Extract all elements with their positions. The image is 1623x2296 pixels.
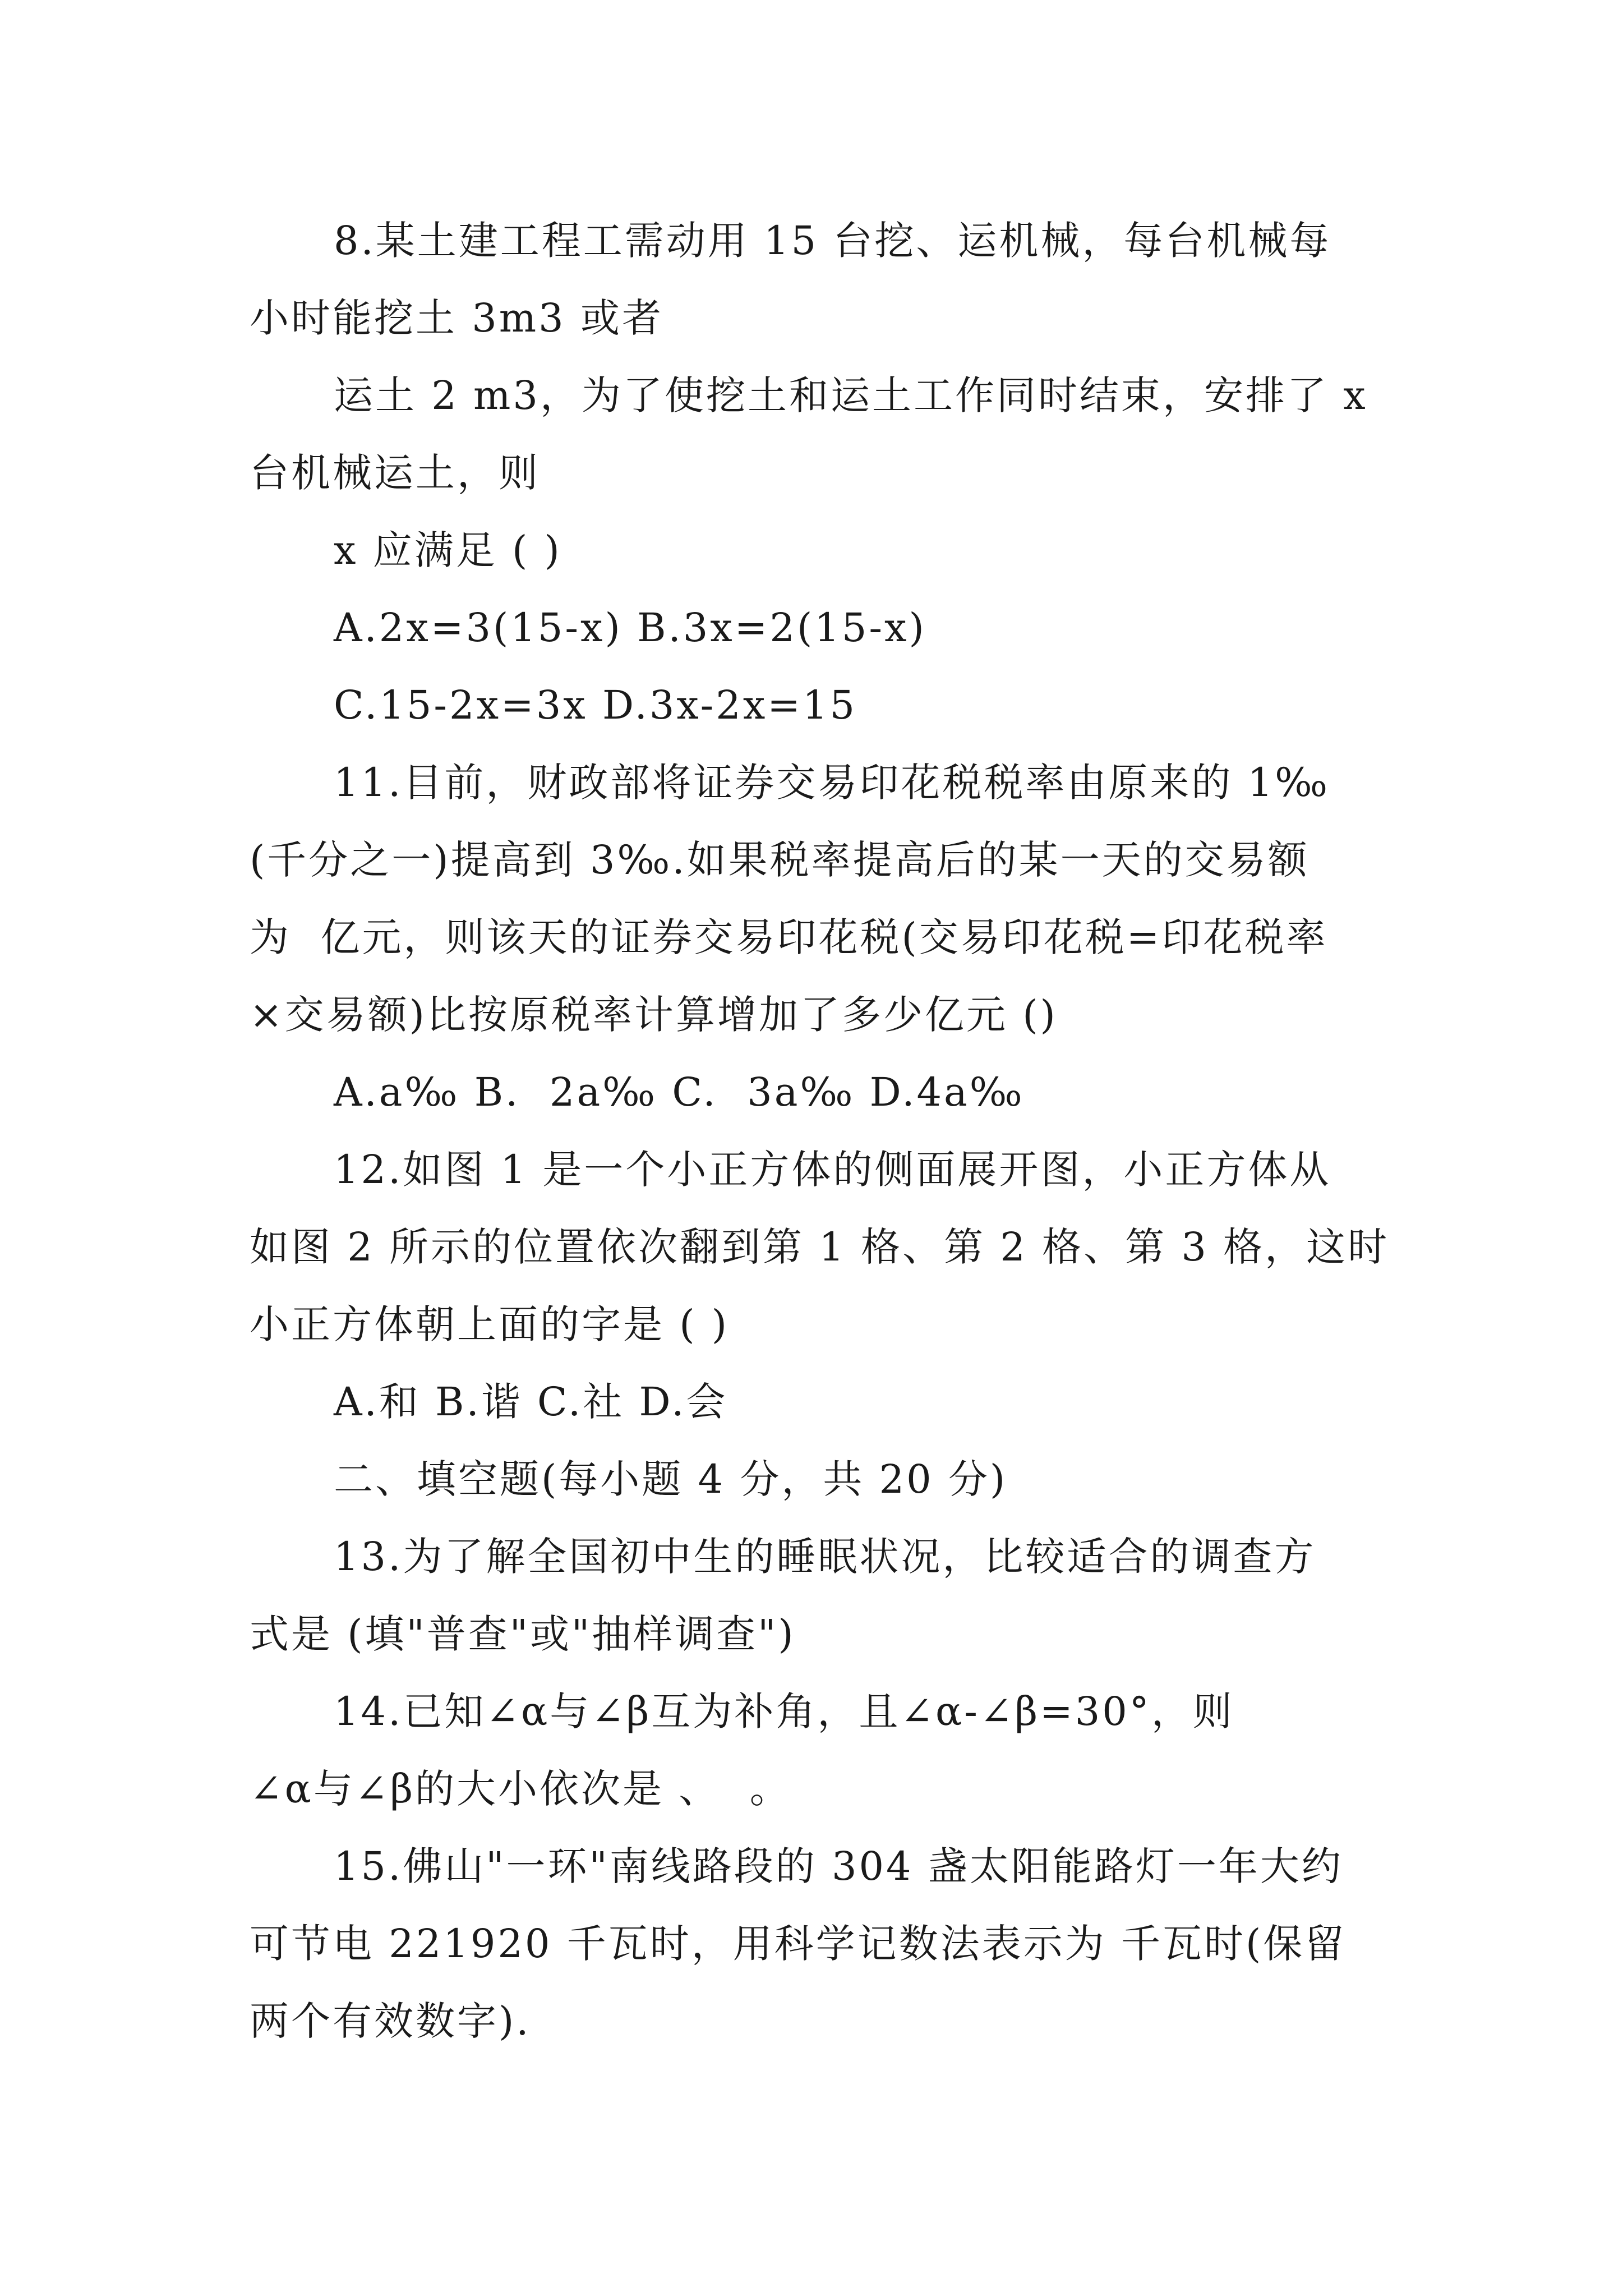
text-line: 12.如图 1 是一个小正方体的侧面展开图，小正方体从 [334,1147,1331,1193]
text-line: 小正方体朝上面的字是 ( ) [250,1301,730,1347]
answer-options: C.15-2x=3x D.3x-2x=15 [334,682,857,728]
answer-options: A.a‰ B. 2a‰ C. 3a‰ D.4a‰ [334,1069,1025,1115]
text-line: (千分之一)提高到 3‰.如果税率提高后的某一天的交易额 [250,837,1310,883]
text-line: x 应满足 ( ) [334,527,562,573]
text-line: 13.为了解全国初中生的睡眠状况，比较适合的调查方 [334,1534,1316,1580]
text-line: 台机械运土，则 [250,450,540,496]
text-line: 式是 (填"普查"或"抽样调查") [250,1611,796,1657]
text-line: 为 亿元，则该天的证券交易印花税(交易印花税=印花税率 [250,914,1328,960]
answer-options: A.和 B.谐 C.社 D.会 [334,1379,728,1425]
section-heading: 二、填空题(每小题 4 分，共 20 分) [334,1456,1008,1502]
document-body [250,202,1390,2060]
text-line: 15.佛山"一环"南线路段的 304 盏太阳能路灯一年大约 [334,1843,1343,1889]
text-line: 14.已知∠α与∠β互为补角，且∠α-∠β=30°，则 [334,1688,1234,1734]
text-line: 11.目前，财政部将证券交易印花税税率由原来的 1‰ [334,760,1330,806]
text-line: 小时能挖土 3m3 或者 [250,295,663,341]
text-line: 两个有效数字). [250,1998,531,2044]
text-line: 运土 2 m3，为了使挖土和运土工作同时结束，安排了 x [334,372,1368,418]
text-line: 可节电 221920 千瓦时，用科学记数法表示为 千瓦时(保留 [250,1921,1347,1967]
text-line: 8.某土建工程工需动用 15 台挖、运机械，每台机械每 [334,218,1331,264]
text-line: ×交易额)比按原税率计算增加了多少亿元 () [250,992,1058,1038]
answer-options: A.2x=3(15-x) B.3x=2(15-x) [334,605,926,651]
text-line: 如图 2 所示的位置依次翻到第 1 格、第 2 格、第 3 格，这时 [250,1224,1390,1270]
text-line: ∠α与∠β的大小依次是 、 。 [250,1766,791,1812]
